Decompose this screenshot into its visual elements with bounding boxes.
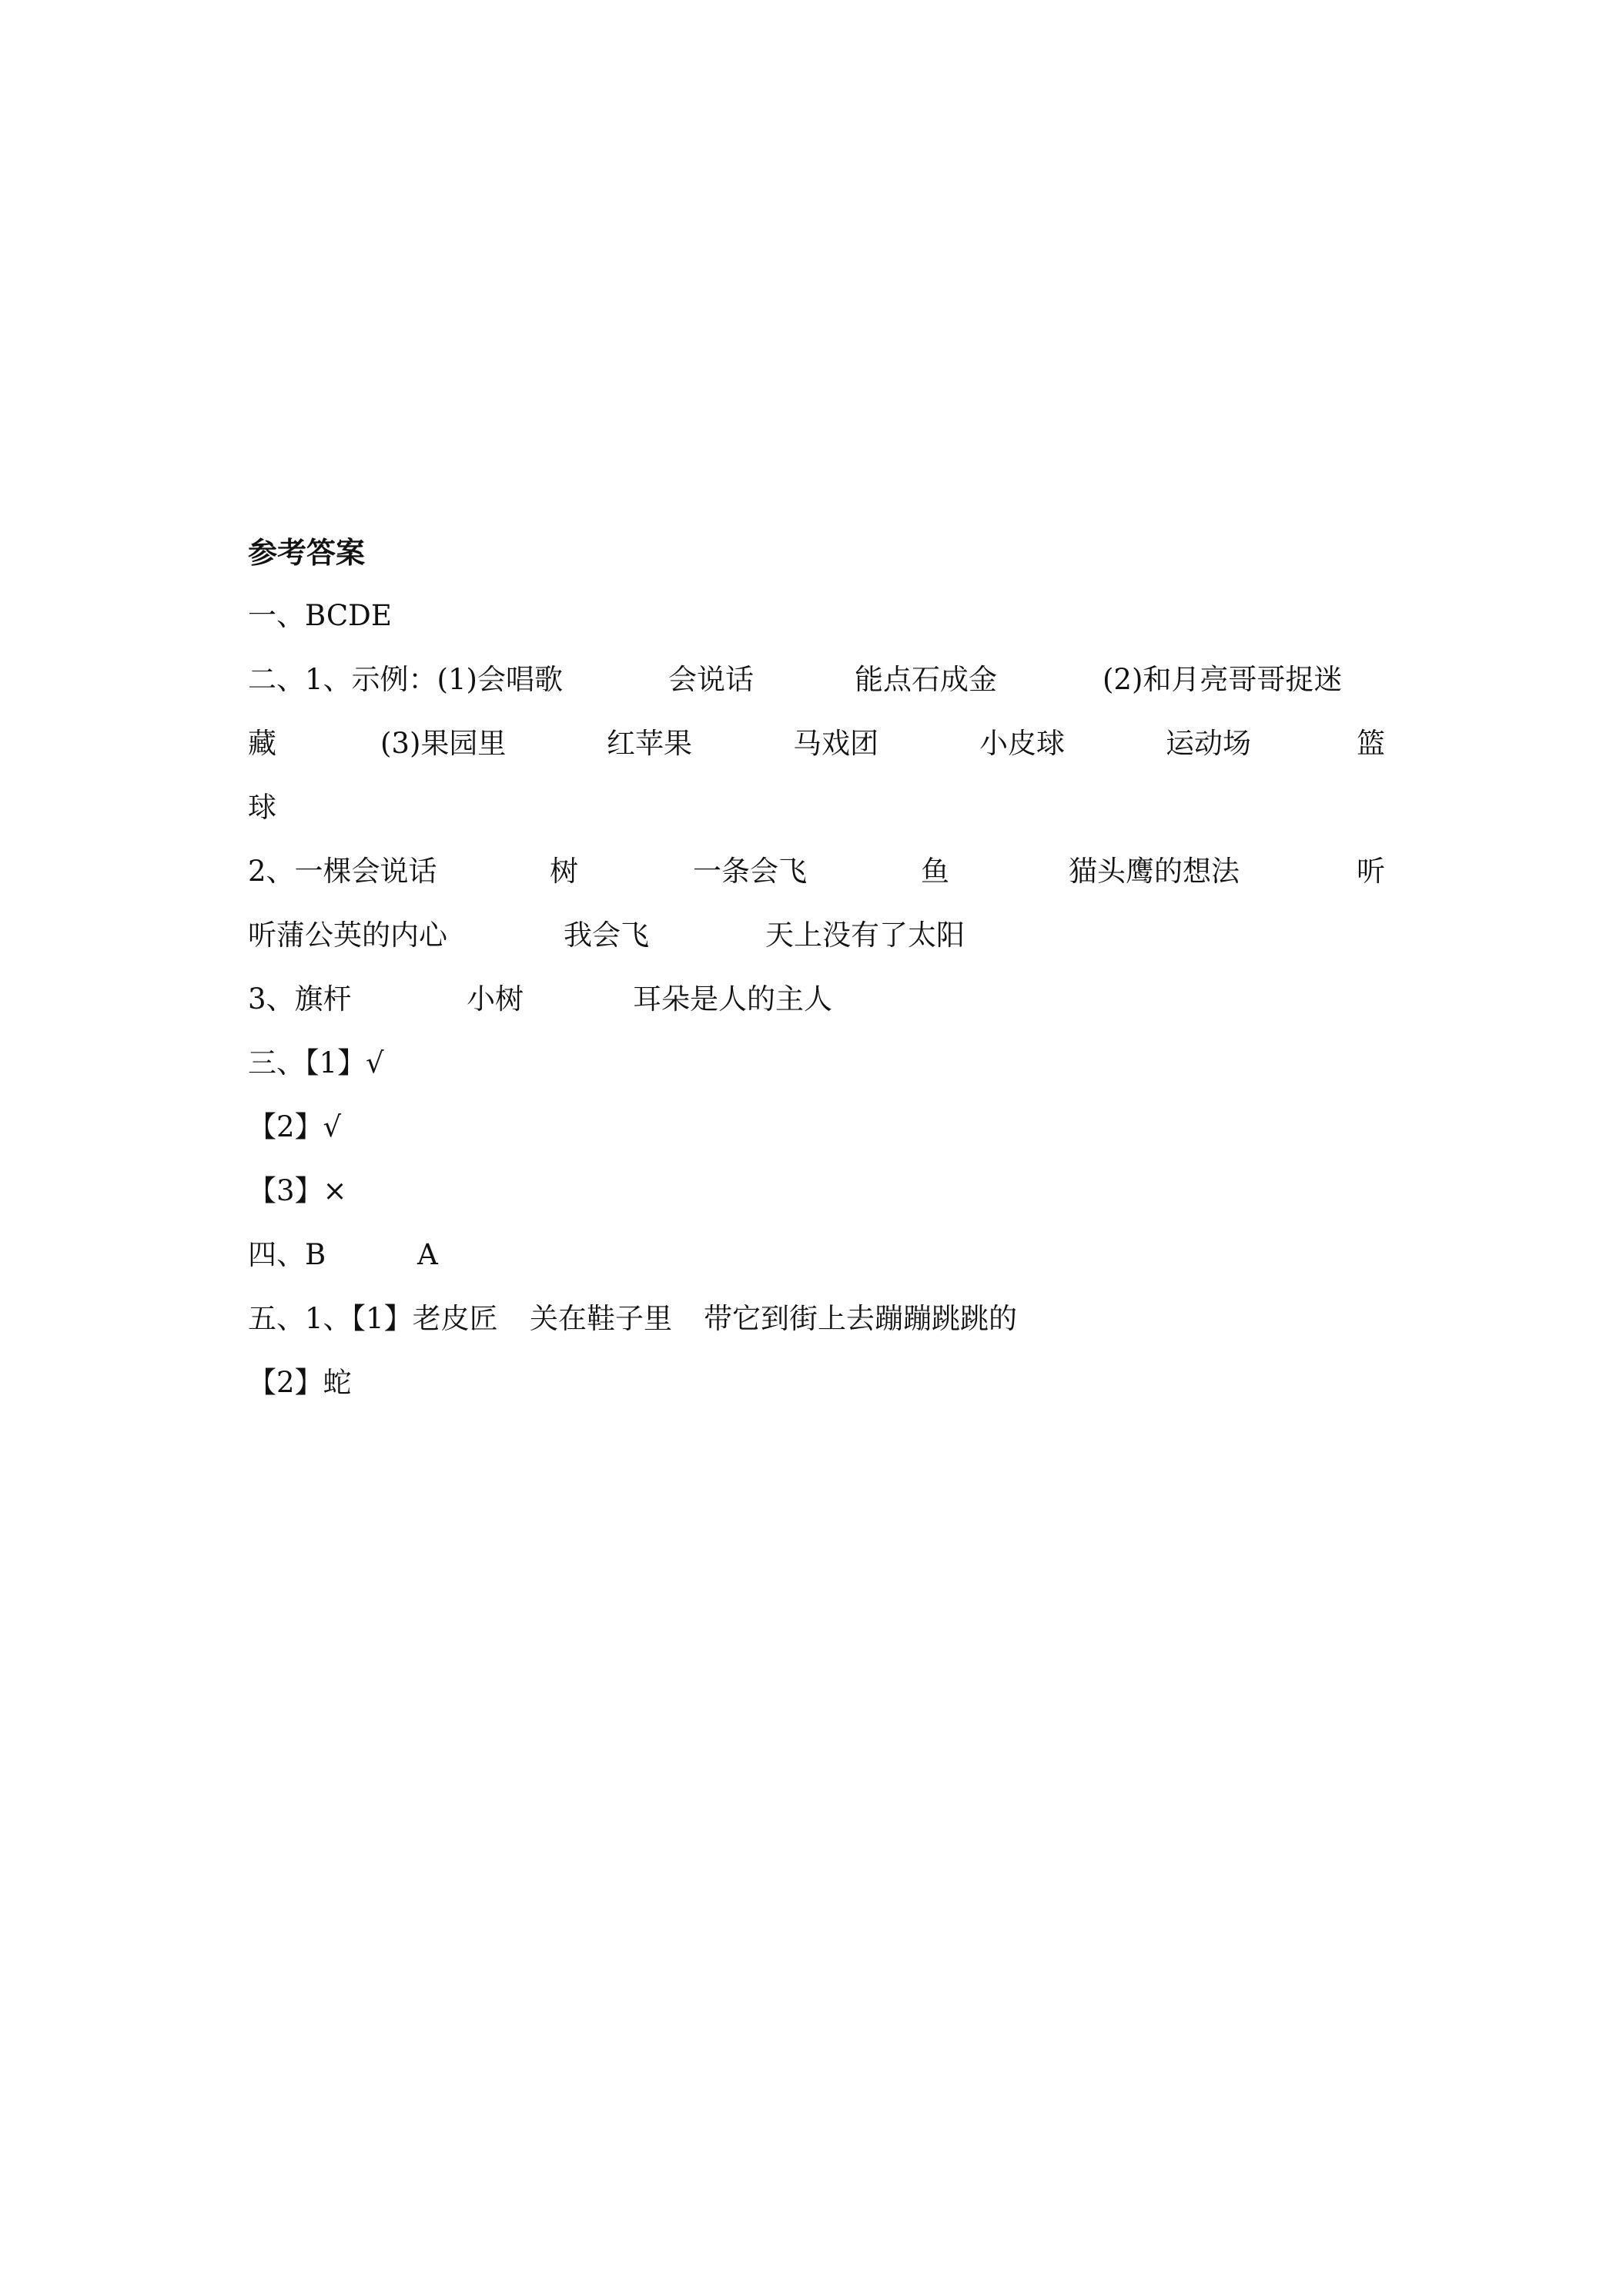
- answer-text: 带它到街上去蹦蹦跳跳的: [704, 1302, 1017, 1335]
- answer-text: 能点石成金: [855, 663, 997, 696]
- answer-section-5-line-2: [248, 1361, 1387, 1404]
- answer-text: 我会飞: [564, 919, 649, 952]
- answer-section-3-line-3: [248, 1170, 1387, 1213]
- answer-section-1: [248, 594, 1387, 638]
- answer-text: (3)果园里: [380, 727, 507, 760]
- answer-section-2-2-line-2: [248, 914, 1387, 957]
- answer-text: (2)和月亮哥哥捉迷: [1103, 663, 1343, 696]
- answer-section-2-line-3: [248, 786, 1387, 829]
- answer-text: 听蒲公英的内心: [248, 919, 447, 952]
- answer-section-2-3: [248, 978, 1387, 1021]
- answer-text: 红苹果: [607, 727, 692, 760]
- answer-section-4: [248, 1233, 1387, 1277]
- answer-text: 天上没有了太阳: [765, 919, 965, 952]
- answer-text: 2、一棵会说话: [248, 855, 437, 888]
- answer-text: 小树: [467, 982, 524, 1016]
- answer-text: 【2】√: [248, 1110, 342, 1143]
- answer-section-2-line-2: [248, 722, 1387, 765]
- answer-text: A: [417, 1238, 438, 1271]
- answer-text: 耳朵是人的主人: [633, 982, 832, 1016]
- answer-text: 三、【1】√: [248, 1046, 384, 1079]
- answer-text: 篮: [1357, 727, 1385, 760]
- answer-text: 树: [550, 855, 578, 888]
- answer-text: 【2】蛇: [248, 1366, 352, 1399]
- answer-text: 关在鞋子里: [530, 1302, 672, 1335]
- answer-text: 四、B: [248, 1238, 326, 1271]
- answer-text: 听: [1357, 855, 1385, 888]
- answer-text: 3、旗杆: [248, 982, 352, 1016]
- answer-section-3-line-1: [248, 1042, 1387, 1085]
- answer-text: 马戏团: [793, 727, 878, 760]
- answer-text: 球: [248, 791, 276, 824]
- answer-text: 运动场: [1166, 727, 1251, 760]
- answer-text: 小皮球: [979, 727, 1065, 760]
- answer-text: 藏: [248, 727, 276, 760]
- answer-text: 二、1、示例：(1)会唱歌: [248, 663, 563, 696]
- answer-text: 一、BCDE: [248, 599, 392, 632]
- answer-section-5-line-1: [248, 1297, 1387, 1340]
- answer-section-2-2-line-1: [248, 850, 1387, 893]
- answer-text: 一条会飞: [693, 855, 807, 888]
- answer-text: 【3】×: [248, 1174, 347, 1207]
- answer-text: 猫头鹰的想法: [1069, 855, 1240, 888]
- answer-text: 五、1、【1】老皮匠: [248, 1302, 498, 1335]
- answer-text: 鱼: [921, 855, 949, 888]
- answer-section-2-line-1: [248, 658, 1387, 701]
- answer-section-3-line-2: [248, 1106, 1387, 1149]
- answer-text: 会说话: [668, 663, 754, 696]
- page-title: 参考答案: [248, 536, 366, 570]
